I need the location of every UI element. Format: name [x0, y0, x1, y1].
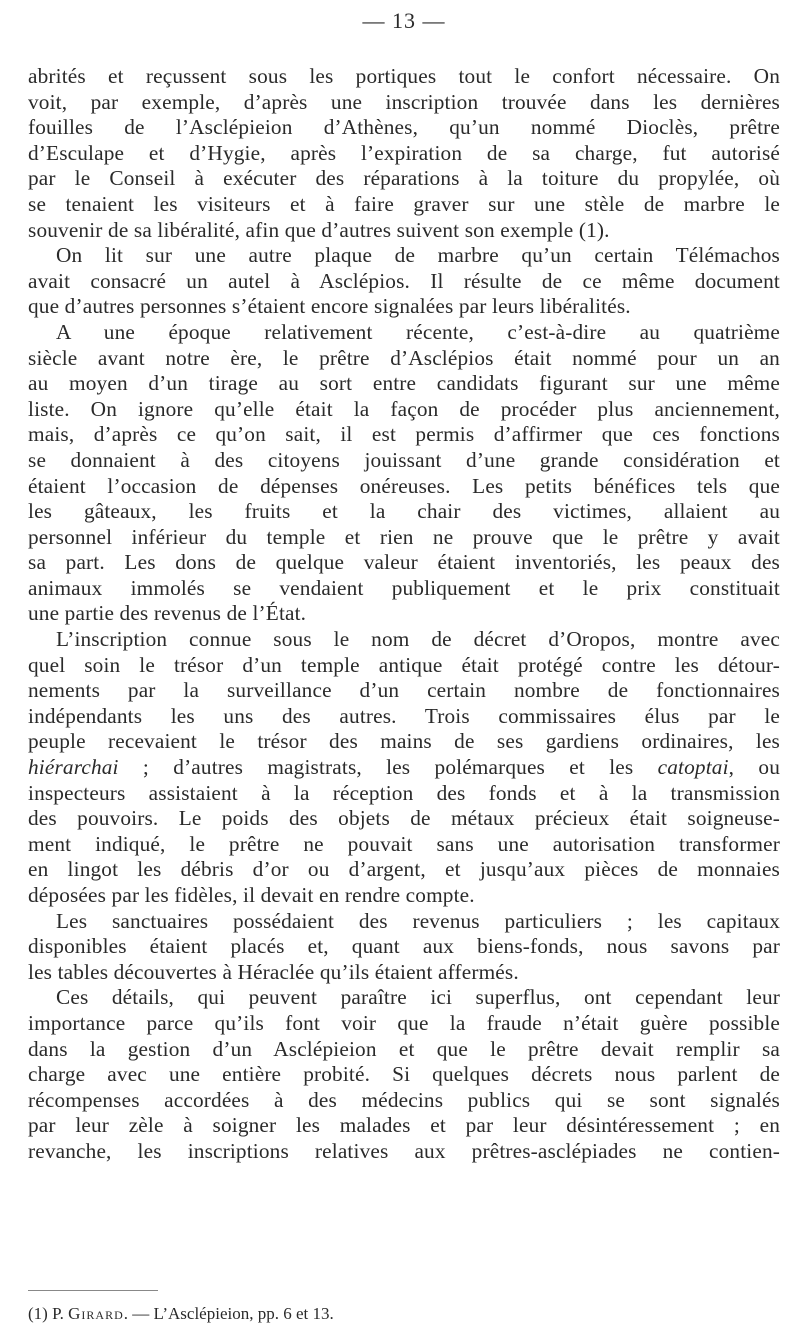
paragraph [28, 985, 780, 1164]
text-line: mais, d’après ce qu’on sait, il est permis d’affirmer que ces fonctions [28, 422, 780, 447]
text-line: déposées par les fidèles, il devait en rendre compte. [28, 883, 475, 907]
text-line: abrités et reçussent sous les portiques tout le confort nécessaire. On [28, 64, 780, 88]
paragraph [28, 909, 780, 986]
text-line: les tables découvertes à Héraclée qu’ils étaient affermés. [28, 959, 519, 984]
text-line: fouilles de l’Asclépieion d’Athènes, qu’un nommé Dioclès, prêtre [28, 115, 780, 140]
footnote-author-name: Girard [68, 1304, 124, 1323]
footnote-citation: . — L’Asclépieion, pp. 6 et 13. [123, 1304, 334, 1323]
text-line: en lingot les débris d’or ou d’argent, et jusqu’aux pièces de monnaies [28, 857, 780, 882]
text-line: dans la gestion d’un Asclépieion et que le prêtre devait remplir sa [28, 1036, 780, 1061]
document-page [28, 0, 780, 1343]
text-line: se tenaient les visiteurs et à faire graver sur une stèle de marbre le [28, 191, 780, 216]
text-line: au moyen d’un tirage au sort entre candidats figurant sur une même [28, 371, 780, 396]
body-text [28, 64, 780, 1165]
text-line: inspecteurs assistaient à la réception des fonds et à la transmission [28, 780, 780, 805]
footnote [28, 1304, 334, 1324]
text-line: souvenir de sa libéralité, afin que d’autres suivent son exemple (1). [28, 217, 610, 242]
text-line: nements par la surveillance d’un certain nombre de fonctionnaires [28, 678, 780, 703]
text-line: avait consacré un autel à Asclépios. Il résulte de ce même document [28, 268, 780, 293]
text-line: Les sanctuaires possédaient des revenus particuliers ; les capitaux [56, 908, 780, 933]
paragraph [28, 627, 780, 909]
text-line: que d’autres personnes s’étaient encore signalées par leurs libéralités. [28, 294, 631, 319]
text-line: revanche, les inscriptions relatives aux prêtres-asclépiades ne contien- [28, 1138, 780, 1163]
footnote-separator [28, 1290, 158, 1291]
text-line: ment indiqué, le prêtre ne pouvait sans une autorisation transformer [28, 831, 780, 856]
text-line: On lit sur une autre plaque de marbre qu’un certain Télémachos [56, 243, 780, 268]
text-line: liste. On ignore qu’elle était la façon de procéder plus anciennement, [28, 396, 780, 421]
text-line: charge avec une entière probité. Si quelques décrets nous parlent de [28, 1062, 780, 1087]
paragraph [28, 320, 780, 627]
text-line: L’inscription connue sous le nom de décret d’Oropos, montre avec [56, 627, 780, 652]
italic-term: hiérarchai [28, 755, 119, 780]
text-line: étaient l’occasion de dépenses onéreuses. Les petits bénéfices tels que [28, 473, 780, 498]
text-line: animaux immolés se vendaient publiquement et le prix constituait [28, 575, 780, 600]
italic-term: catoptai [657, 755, 729, 780]
text-line: peuple recevaient le trésor des mains de ses gardiens ordinaires, les [28, 729, 780, 754]
text-line: récompenses accordées à des médecins publics qui se sont signalés [28, 1087, 780, 1112]
text-line: sa part. Les dons de quelque valeur étaient inventoriés, les peaux des [28, 550, 780, 575]
text-line: A une époque relativement récente, c’est-à-dire au quatrième [56, 319, 780, 344]
page-number: — 13 — [362, 8, 446, 33]
text-line: personnel inférieur du temple et rien ne prouve que le prêtre y avait [28, 524, 780, 549]
text-line: des pouvoirs. Le poids des objets de métaux précieux était soigneuse- [28, 806, 780, 831]
text-line: par leur zèle à soigner les malades et par leur désintéressement ; en [28, 1113, 780, 1138]
text-line: par le Conseil à exécuter des réparations à la toiture du propylée, où [28, 166, 780, 191]
text-line: se donnaient à des citoyens jouissant d’une grande considération et [28, 447, 780, 472]
text-line: siècle avant notre ère, le prêtre d’Asclépios était nommé pour un an [28, 345, 780, 370]
text-line: indépendants les uns des autres. Trois commissaires élus par le [28, 703, 780, 728]
text-line: une partie des revenus de l’État. [28, 601, 307, 626]
text-line: d’Esculape et d’Hygie, après l’expiration de sa charge, fut autorisé [28, 140, 780, 165]
footnote-marker: (1) [28, 1304, 48, 1323]
text-line: quel soin le trésor d’un temple antique était protégé contre les détour- [28, 652, 780, 677]
footnote-author-initial: P. [52, 1304, 64, 1323]
paragraph [28, 64, 780, 243]
text-line: Ces détails, qui peuvent paraître ici superflus, ont cependant leur [56, 985, 780, 1010]
text-line: importance parce qu’ils font voir que la fraude n’était guère possible [28, 1010, 780, 1035]
text-line: voit, par exemple, d’après une inscription trouvée dans les dernières [28, 89, 780, 114]
text-line: hiérarchai ; d’autres magistrats, les polémarques et les catoptai, ou [28, 755, 780, 780]
paragraph [28, 243, 780, 320]
text-line: disponibles étaient placés et, quant aux biens-fonds, nous savons par [28, 934, 780, 959]
text-line: les gâteaux, les fruits et la chair des victimes, allaient au [28, 499, 780, 524]
